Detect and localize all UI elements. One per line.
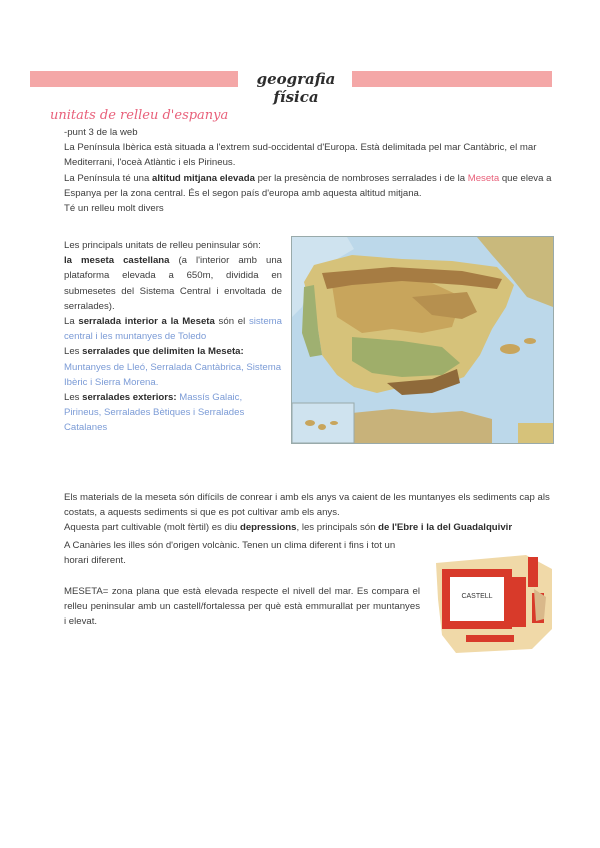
materials-paragraph-2: Aquesta part cultivable (molt fèrtil) es diu depressions, les principals són de l'Ebre i la del Guadalquivir [64, 522, 513, 534]
units-delimit: Les serralades que delimiten la Meseta: Muntanyes de Lleó, Serralada Cantàbrica, Sistema Ibèric i Sierra Morena. [64, 346, 282, 388]
intro-block [64, 125, 554, 216]
spain-relief-map [291, 236, 554, 444]
intro-paragraph-1: La Península Ibèrica està situada a l'extrem sud-occidental d'Europa. Està delimitada pel mar Cantàbric, el mar Mediterrani, l'oceà Atlàntic i els Pirineus. [64, 142, 537, 169]
castle-label: CASTELL [461, 593, 493, 600]
materials-block [64, 490, 554, 536]
castle-meseta-graphic [436, 549, 552, 655]
title-banner-right [352, 71, 552, 87]
units-interior: La serralada interior a la Meseta són el sistema central i les muntanyes de Toledo [64, 316, 282, 343]
materials-paragraph-1: Els materials de la meseta són difícils de conrear i amb els anys va caient de les muntanyes els sediments cap als costats, a aquests sediments si que es pot cultivar amb els anys. [64, 492, 550, 519]
intro-paragraph-3: Té un relleu molt divers [64, 203, 164, 215]
title-banner-left [30, 71, 238, 87]
meseta-definition: MESETA= zona plana que està elevada respecte el nivell del mar. Es compara el relleu peninsular amb un castell/fortalessa per què està emmurallat per muntanyes i elevat. [64, 586, 420, 628]
intro-note: -punt 3 de la web [64, 127, 138, 138]
units-exterior: Les serralades exteriors: Massís Galaic, Pirineus, Serralades Bètiques i Serralades Catalanes [64, 392, 245, 434]
page-title: geografia física [256, 70, 336, 106]
section-title: unitats de relleu d'espanya [50, 108, 229, 123]
castle-meseta-figure [436, 549, 552, 655]
units-intro: Les principals unitats de relleu peninsular són: [64, 240, 261, 251]
canaries-paragraph: A Canàries les illes són d'origen volcànic. Tenen un clima diferent i fins i tot un horari diferent. [64, 540, 396, 567]
intro-paragraph-2: La Península té una altitud mitjana elevada per la presència de nombroses serralades i de la Meseta que eleva a Espanya per la zona central. És el segon país d'europa amb aquesta altitud mitjana. [64, 172, 552, 199]
units-meseta: la meseta castellana (a l'interior amb una plataforma elevada a 650m, dividida en submesetes del Sistema Central i envoltada de serralades). [64, 255, 282, 312]
relief-units-block [64, 238, 282, 436]
spain-relief-map-graphic [292, 237, 553, 443]
